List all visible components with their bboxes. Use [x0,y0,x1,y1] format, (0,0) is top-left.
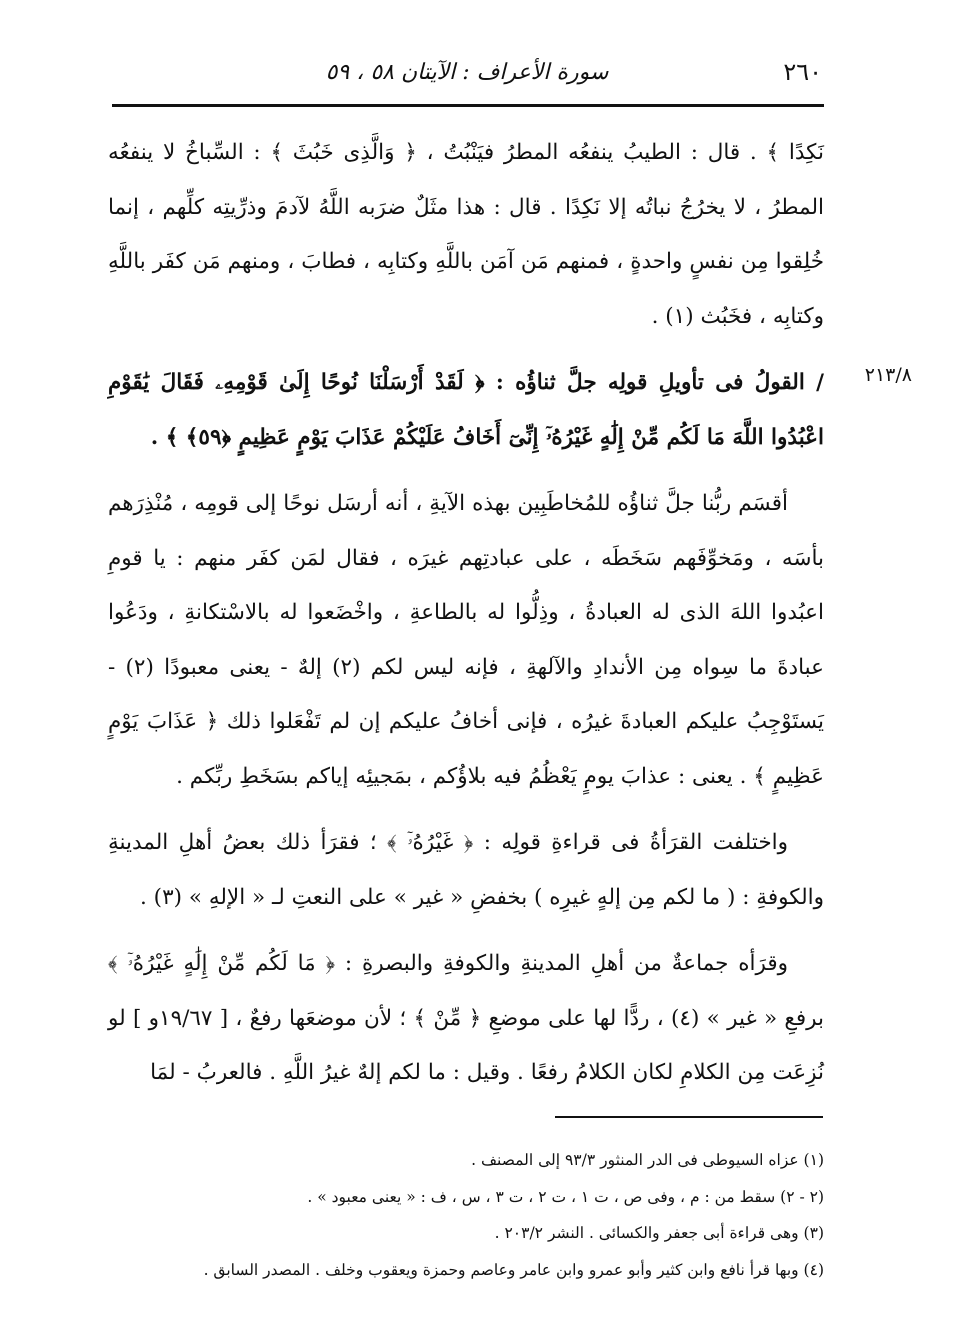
section-heading-paragraph: / القولُ فى تأويلِ قولِه جلَّ ثناؤُه : ﴿ لَقَدْ أَرْسَلْنَا نُوحًا إِلَىٰ قَوْمِهِۦ فَقَالَ يَٰقَوْمِ اعْبُدُوا اللَّهَ مَا لَكُم مِّنْ إِلَٰهٍ غَيْرُهُۥٓ إِنِّىٓ أَخَافُ عَلَيْكُمْ عَذَابَ يَوْمٍ عَظِيمٍ ﴿٥٩﴾ ﴾ . [108,370,824,450]
running-title: سورة الأعراف : الآيتان ٥٨ ، ٥٩ [325,60,609,85]
footnotes [118,1142,824,1288]
footnote-rule [555,1116,823,1118]
header-rule [112,104,824,107]
footnote-4: (٤) وبها قرأ نافع وابن كثير وأبو عمرو وابن عامر وعاصم وحمزة ويعقوب وخلف . المصدر السابق . [203,1260,824,1279]
main-text [108,126,824,1113]
paragraph-4: واختلفت القرَأةُ فى قراءةِ قولِه : ﴿ غَيْرُهُۥٓ ﴾ ؛ فقرَأ ذلك بعضُ أهلِ المدينةِ والكوفةِ : ( ما لكم مِن إلهٍ غيرِه ) بخفضِ « غير » على النعتِ لـ « الإلهِ » (٣) . [108,830,824,910]
margin-reference: ٢١٣/٨ [864,364,912,386]
page-number: ٢٦٠ [783,58,822,86]
paragraph-3: أقسَم ربُّنا جلَّ ثناؤُه للمُخاطَبِين بهذه الآيةِ ، أنه أرسَل نوحًا إلى قومِه ، مُنْذِرَهم بأسَه ، ومَخوِّفَهم سَخَطَه ، على عبادتِهم غيرَه ، فقال لمَن كفَر منهم : يا قومِ اعبُدوا اللهَ الذى له العبادةُ ، وذِلُّوا له بالطاعةِ ، واخْضَعوا له بالاسْتكانةِ ، ودَعُوا عبادةَ ما سِواه مِن الأندادِ والآلهةِ ، فإنه ليس لكم (٢) إلهٌ - يعنى معبودًا (٢) - يَستَوْجِبُ عليكم العبادةَ غيرُه ، فإنى أخافُ عليكم إن لم تَفْعَلوا ذلك ﴿ عَذَابَ يَوْمٍ عَظِيمٍ ﴾ . يعنى : عذابَ يومٍ يَعْظُمُ فيه بلاؤُكم ، بمَجيئِه إياكم بسَخَطِ ربِّكم . [108,491,824,789]
paragraph-5: وقرَأه جماعةٌ من أهلِ المدينةِ والكوفةِ والبصرةِ : ﴿ مَا لَكُم مِّنْ إِلَٰهٍ غَيْرُهُۥٓ ﴾ برفعِ « غير » (٤) ، ردًّا لها على موضعِ ﴿ مِّنْ ﴾ ؛ لأن موضعَها رفعٌ ، [ ١٩/٦٧و ] لو نُزِعَت مِن الكلامِ لكان الكلامُ رفعًا . وقيل : ما لكم إلهٌ غيرُ اللَّهِ . فالعربُ - لمَا [108,951,824,1085]
paragraph-1: نَكِدًا ﴾ . قال : الطيبُ ينفعُه المطرُ فيَنْبُتُ ، ﴿ وَالَّذِى خَبُثَ ﴾ : السِّباخُ لا ينفعُه المطرُ ، لا يخرُجُ نباتُه إلا نَكِدًا . قال : هذا مثَلٌ ضرَبه اللَّهُ لآدمَ وذرِّيتِه كلِّهم ، إنما خُلِقوا مِن نفسٍ واحدةٍ ، فمنهم مَن آمَن باللَّهِ وكتابِه ، فطابَ ، ومنهم مَن كفَر باللَّهِ وكتابِه ، فخَبُث (١) . [108,140,824,329]
footnote-3: (٣) وهى قراءة أبى جعفر والكسائى . النشر ٢٠٣/٢ . [494,1224,824,1242]
page-header [112,52,822,100]
footnote-1: (١) عزاه السيوطى فى الدر المنثور ٩٣/٣ إلى المصنف . [471,1151,824,1169]
footnote-2: (٢ - ٢) سقط من : م ، وفى ص ، ت ١ ، ت ٢ ، ت ٣ ، س ، ف : « يعنى معبود » . [307,1187,824,1206]
